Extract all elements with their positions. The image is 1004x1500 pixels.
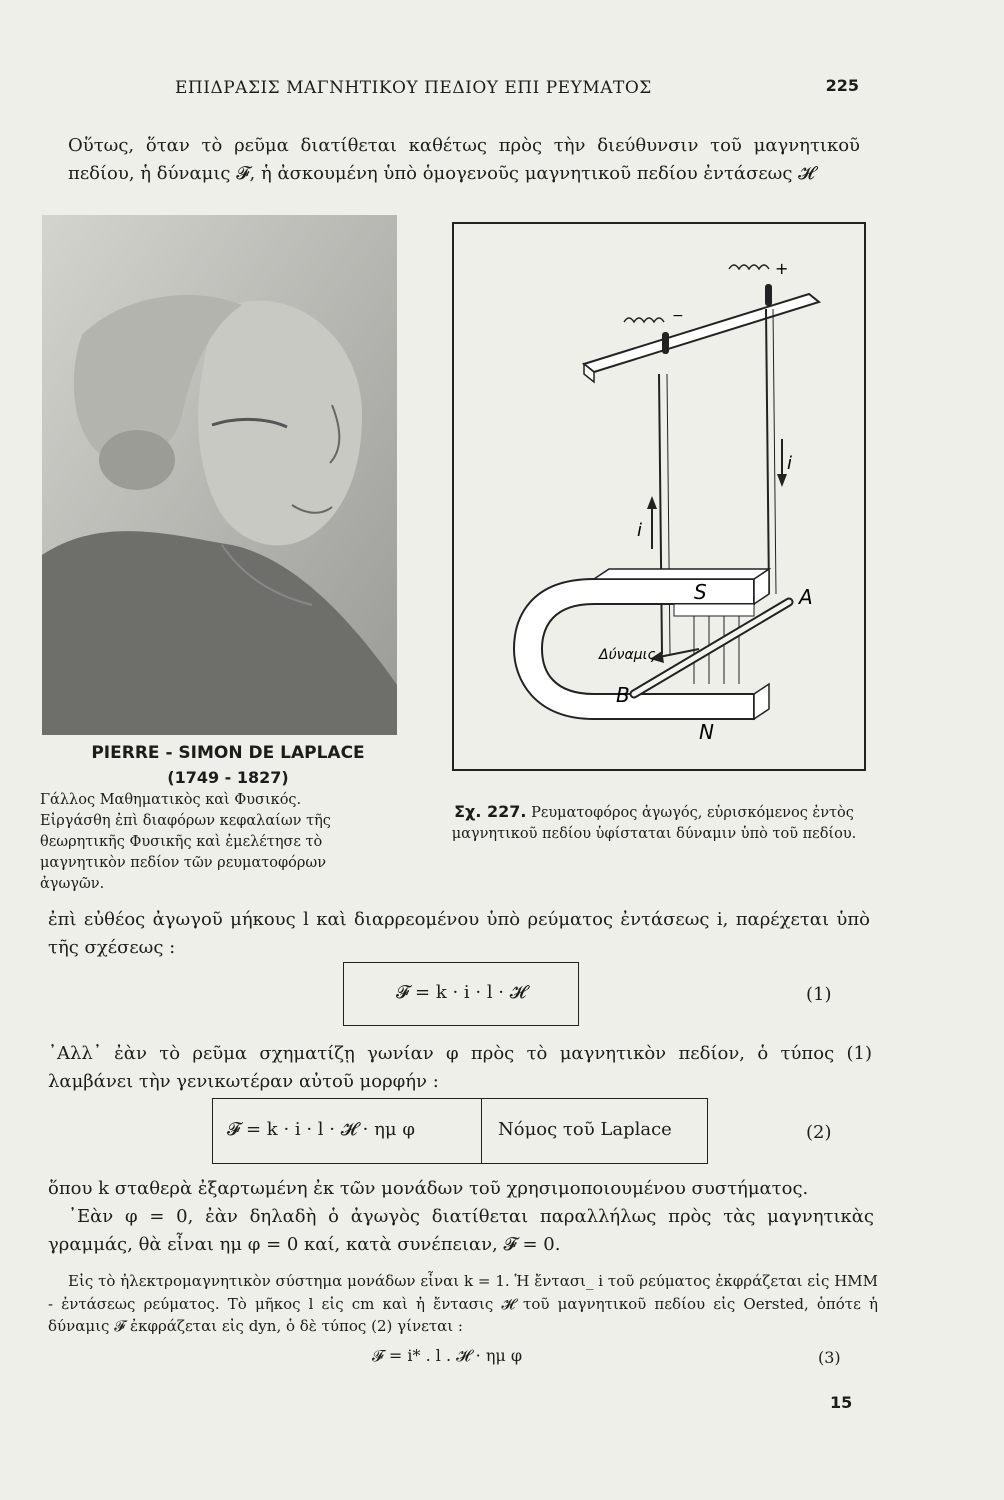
paragraph-2: ἐπὶ εὐθέος ἀγωγοῦ μήκους l καὶ διαρρεομένου ὑπὸ ρεύματος ἐντάσεως i, παρέχεται ὑπὸ τῆς σχέσεως : <box>48 909 870 958</box>
laplace-portrait <box>42 215 397 735</box>
point-B-label: B <box>616 683 630 707</box>
page-number: 225 <box>825 76 859 95</box>
laplace-law-label: Νόμος τοῦ Laplace <box>498 1119 672 1140</box>
intro-paragraph: Οὕτως, ὅταν τὸ ρεῦμα διατίθεται καθέτως πρὸς τὴν διεύθυνσιν τοῦ μαγνητικοῦ πεδίου, ἡ δύναμις 𝓕, ἡ ἀσκουμένη ὑπὸ ὁμογενοῦς μαγνητικοῦ πεδίου ἐντάσεως 𝓗 <box>68 135 860 184</box>
portrait-dates: (1749 - 1827) <box>167 768 289 787</box>
equation-1-box <box>343 962 579 1026</box>
current-label-right: i <box>787 453 793 474</box>
portrait-description: Γάλλος Μαθηματικὸς καὶ Φυσικός. Εἰργάσθη ἐπὶ διαφόρων κεφαλαίων τῆς θεωρητικῆς Φυσικῆς καὶ ἐμελέτησε τὸ μαγνητικὸν πεδίον τῶν ρευματοφόρων ἀγωγῶν. <box>40 792 331 893</box>
equation-1-number: (1) <box>806 984 832 1005</box>
paragraph-5: Εἰς τὸ ἠλεκτρομαγνητικὸν σύστημα μονάδων εἶναι k = 1. Ἡ ἔντασι_ i τοῦ ρεύματος ἐκφράζεται εἰς ΗΜΜ - ἐντάσεως ρεύματος. Τὸ μῆκος l εἰς cm καὶ ἡ ἔντασις 𝓗 τοῦ μαγνητικοῦ πεδίου εἰς Oersted, ὁπότε ἡ δύναμις 𝓕 ἐκφράζεται εἰς dyn, ὁ δὲ τύπος (2) γίνεται : <box>48 1272 878 1335</box>
paragraph-4b: ᾿Εὰν φ = 0, ἐὰν δηλαδὴ ὁ ἀγωγὸς διατίθεται παραλλήλως πρὸς τὰς μαγνητικὰς γραμμάς, θὰ εἶναι ημ φ = 0 καί, κατὰ συνέπειαν, 𝓕 = 0. <box>48 1205 874 1255</box>
figure-caption <box>428 800 880 845</box>
equation-2: 𝓕 = k · i · l · 𝓗 · ημ φ <box>227 1119 415 1140</box>
point-A-label: A <box>799 585 813 609</box>
running-header: ΕΠΙΔΡΑΣΙΣ ΜΑΓΝΗΤΙΚΟΥ ΠΕΔΙΟΥ ΕΠΙ ΡΕΥΜΑΤΟΣ <box>175 78 652 98</box>
portrait-name: PIERRE - SIMON DE LAPLACE <box>91 743 365 763</box>
equation-1: 𝓕 = k · i · l · 𝓗 <box>396 982 526 1003</box>
paragraph-4a: ὅπου k σταθερὰ ἐξαρτωμένη ἐκ τῶν μονάδων τοῦ χρησιμοποιουμένου συστήματος. <box>48 1178 809 1199</box>
footer-number: 15 <box>830 1393 853 1412</box>
figure-number: Σχ. 227. <box>454 802 527 821</box>
pole-S-label: S <box>694 580 707 604</box>
pole-N-label: N <box>699 720 714 744</box>
paragraph-4 <box>48 1175 874 1259</box>
figure-227 <box>452 222 866 771</box>
plus-label: + <box>775 259 789 278</box>
equation-2-box <box>212 1098 708 1164</box>
equation-2-number: (2) <box>806 1122 832 1143</box>
equation-3: 𝓕 = i* . l . 𝓗 · ημ φ <box>372 1346 523 1365</box>
equation-3-number: (3) <box>818 1348 841 1367</box>
force-label: Δύναμις <box>599 647 656 663</box>
figure-caption-text: Ρευματοφόρος ἀγωγός, εὑρισκόμενος ἐντὸς μαγνητικοῦ πεδίου ὑφίσταται δύναμιν ὑπὸ τοῦ πεδίου. <box>451 805 857 843</box>
current-label-left: i <box>637 520 643 541</box>
paragraph-3: ᾿Αλλ᾿ ἐὰν τὸ ρεῦμα σχηματίζῃ γωνίαν φ πρὸς τὸ μαγνητικὸν πεδίον, ὁ τύπος (1) λαμβάνει τὴν γενικωτέραν αὐτοῦ μορφήν : <box>48 1043 872 1092</box>
minus-label: − <box>672 308 684 324</box>
